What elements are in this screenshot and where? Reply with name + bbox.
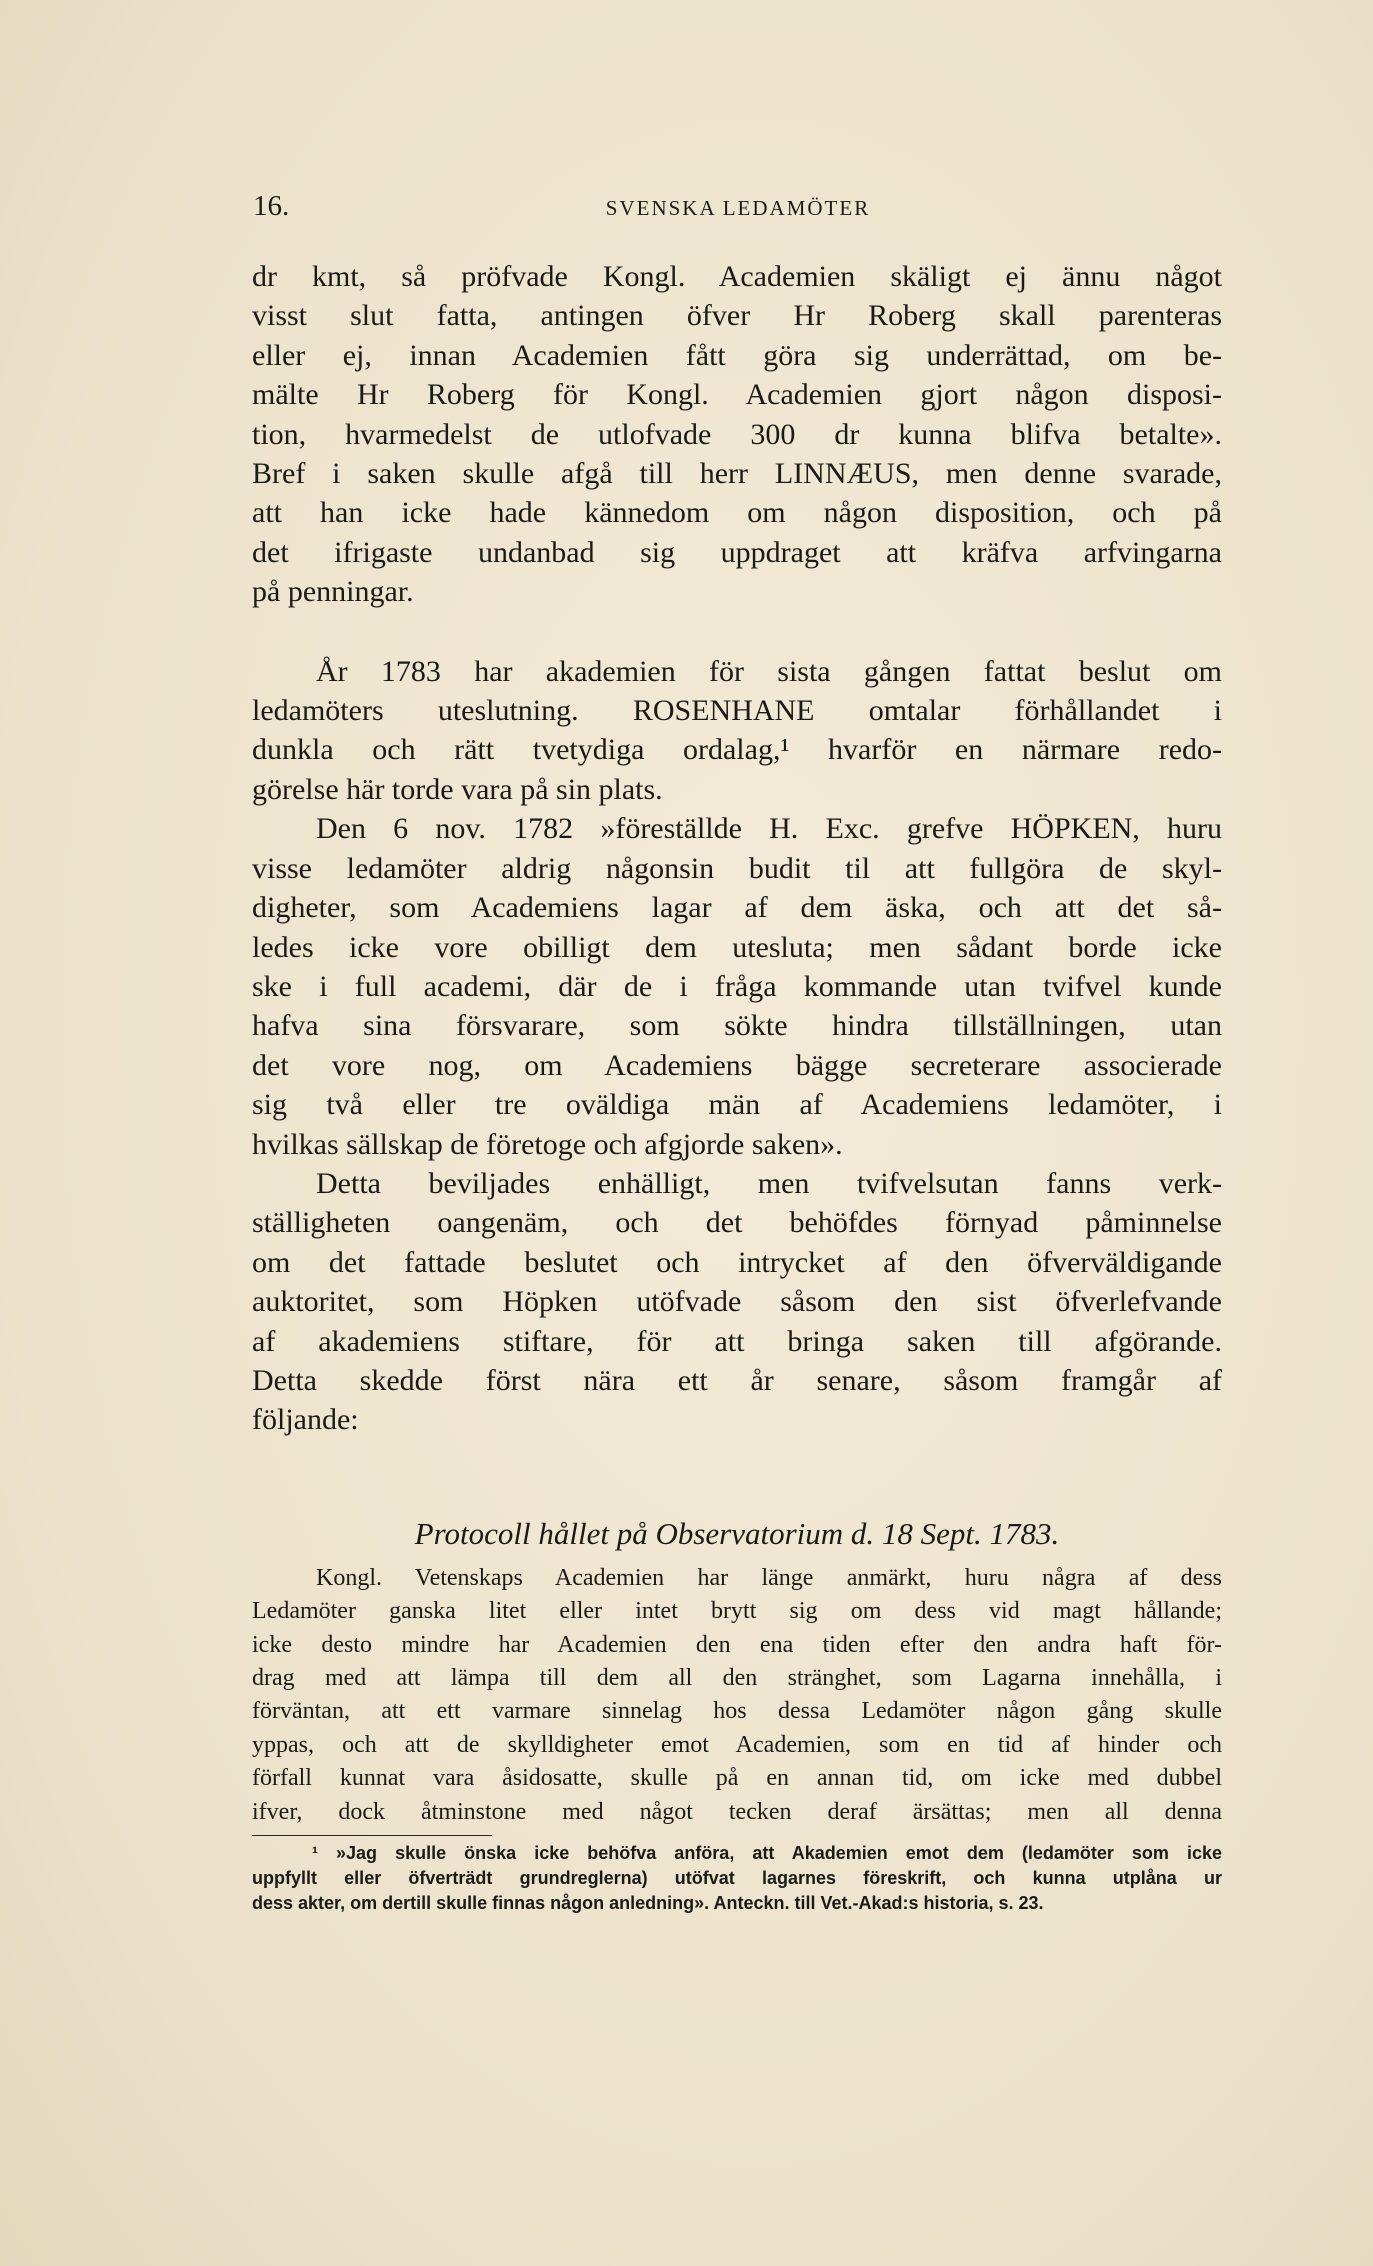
- footnote: [252, 1841, 1222, 1916]
- paragraph-2: [252, 652, 1222, 810]
- text-line: visst slut fatta, antingen öfver Hr Roberg skall parenteras: [252, 299, 1222, 333]
- quote-line: ifver, dock åtminstone med något tecken deraf ärsättas; men all denna: [252, 1798, 1222, 1825]
- text-line: tion, hvarmedelst de utlofvade 300 dr kunna blifva betalte».: [252, 417, 1222, 451]
- text-line: på penningar.: [252, 575, 414, 609]
- footnote-line: uppfyllt eller öfverträdt grundreglerna) utöfvat lagarnes föreskrift, och kunna utplåna ur: [252, 1868, 1222, 1888]
- quote-line: förväntan, att ett varmare sinnelag hos dessa Ledamöter någon gång skulle: [252, 1698, 1222, 1725]
- text-line: eller ej, innan Academien fått göra sig underrättad, om be-: [252, 338, 1222, 372]
- protocol-section: [252, 1512, 1222, 1829]
- paragraph-4: [252, 1164, 1222, 1440]
- footnote-line: ¹ »Jag skulle önska icke behöfva anföra, att Akademien emot dem (ledamöter som icke: [312, 1843, 1222, 1863]
- text-line: Den 6 nov. 1782 »föreställde H. Exc. grefve HÖPKEN, huru: [316, 812, 1222, 846]
- paragraph-1: [252, 257, 1222, 612]
- text-line: Bref i saken skulle afgå till herr LINNÆUS, men denne svarade,: [252, 457, 1222, 491]
- text-line: hafva sina försvarare, som sökte hindra tillställningen, utan: [252, 1009, 1222, 1043]
- text-line: ledamöters uteslutning. ROSENHANE omtalar förhållandet i: [252, 694, 1222, 728]
- quote-line: icke desto mindre har Academien den ena tiden efter den andra haft för-: [252, 1631, 1222, 1658]
- text-line: dunkla och rätt tvetydiga ordalag,¹ hvarför en närmare redo-: [252, 733, 1222, 767]
- text-line: det vore nog, om Academiens bägge secreterare associerade: [252, 1048, 1222, 1082]
- text-line: dr kmt, så pröfvade Kongl. Academien skäligt ej ännu något: [252, 260, 1222, 293]
- text-line: Detta beviljades enhälligt, men tvifvelsutan fanns verk-: [316, 1166, 1222, 1200]
- quote-line: drag med att lämpa till dem all den stränghet, som Lagarna innehålla, i: [252, 1665, 1222, 1691]
- text-line: om det fattade beslutet och intrycket af den öfverväldigande: [252, 1245, 1222, 1279]
- text-line: visse ledamöter aldrig någonsin budit til att fullgöra de skyl-: [252, 851, 1222, 885]
- text-line: hvilkas sällskap de företoge och afgjorde saken».: [252, 1127, 843, 1161]
- footnote-divider: [252, 1835, 492, 1836]
- footnote-line: dess akter, om dertill skulle finnas någon anledning». Anteckn. till Vet.-Akad:s historia, s. 23.: [252, 1893, 1044, 1913]
- main-text: [252, 257, 1222, 1829]
- quote-line: yppas, och att de skylldigheter emot Academien, som en tid af hinder och: [252, 1731, 1222, 1758]
- text-line: Detta skedde först nära ett år senare, såsom framgår af: [252, 1363, 1222, 1397]
- text-line: ställigheten oangenäm, och det behöfdes förnyad påminnelse: [252, 1206, 1222, 1240]
- text-line: görelse här torde vara på sin plats.: [252, 772, 663, 806]
- text-line: digheter, som Academiens lagar af dem äska, och att det så-: [252, 891, 1222, 925]
- quote-line: Kongl. Vetenskaps Academien har länge anmärkt, huru några af dess: [316, 1564, 1222, 1591]
- text-line: att han icke hade kännedom om någon disposition, och på: [252, 496, 1222, 530]
- text-line: sig två eller tre oväldiga män af Academiens ledamöter, i: [252, 1088, 1222, 1122]
- quote-line: Ledamöter ganska litet eller intet brytt sig om dess vid magt hållande;: [252, 1598, 1222, 1625]
- page-header: [253, 190, 1223, 230]
- text-line: följande:: [252, 1403, 359, 1437]
- protocol-title: Protocoll hållet på Observatorium d. 18 Sept. 1783.: [414, 1515, 1060, 1551]
- running-title: SVENSKA LEDAMÖTER: [605, 196, 871, 220]
- page-number: 16.: [253, 190, 290, 222]
- quote-line: förfall kunnat vara åsidosatte, skulle på en annan tid, om icke med dubbel: [252, 1765, 1222, 1792]
- text-line: mälte Hr Roberg för Kongl. Academien gjort någon disposi-: [252, 378, 1222, 412]
- text-line: År 1783 har akademien för sista gången fattat beslut om: [316, 654, 1222, 688]
- text-line: auktoritet, som Höpken utöfvade såsom den sist öfverlefvande: [252, 1285, 1222, 1319]
- text-line: ledes icke vore obilligt dem utesluta; men sådant borde icke: [252, 930, 1222, 964]
- paragraph-3: [252, 809, 1222, 1164]
- text-line: det ifrigaste undanbad sig uppdraget att kräfva arfvingarna: [252, 535, 1222, 569]
- text-line: ske i full academi, där de i fråga kommande utan tvifvel kunde: [252, 969, 1222, 1003]
- text-line: af akademiens stiftare, för att bringa saken till afgörande.: [252, 1324, 1222, 1358]
